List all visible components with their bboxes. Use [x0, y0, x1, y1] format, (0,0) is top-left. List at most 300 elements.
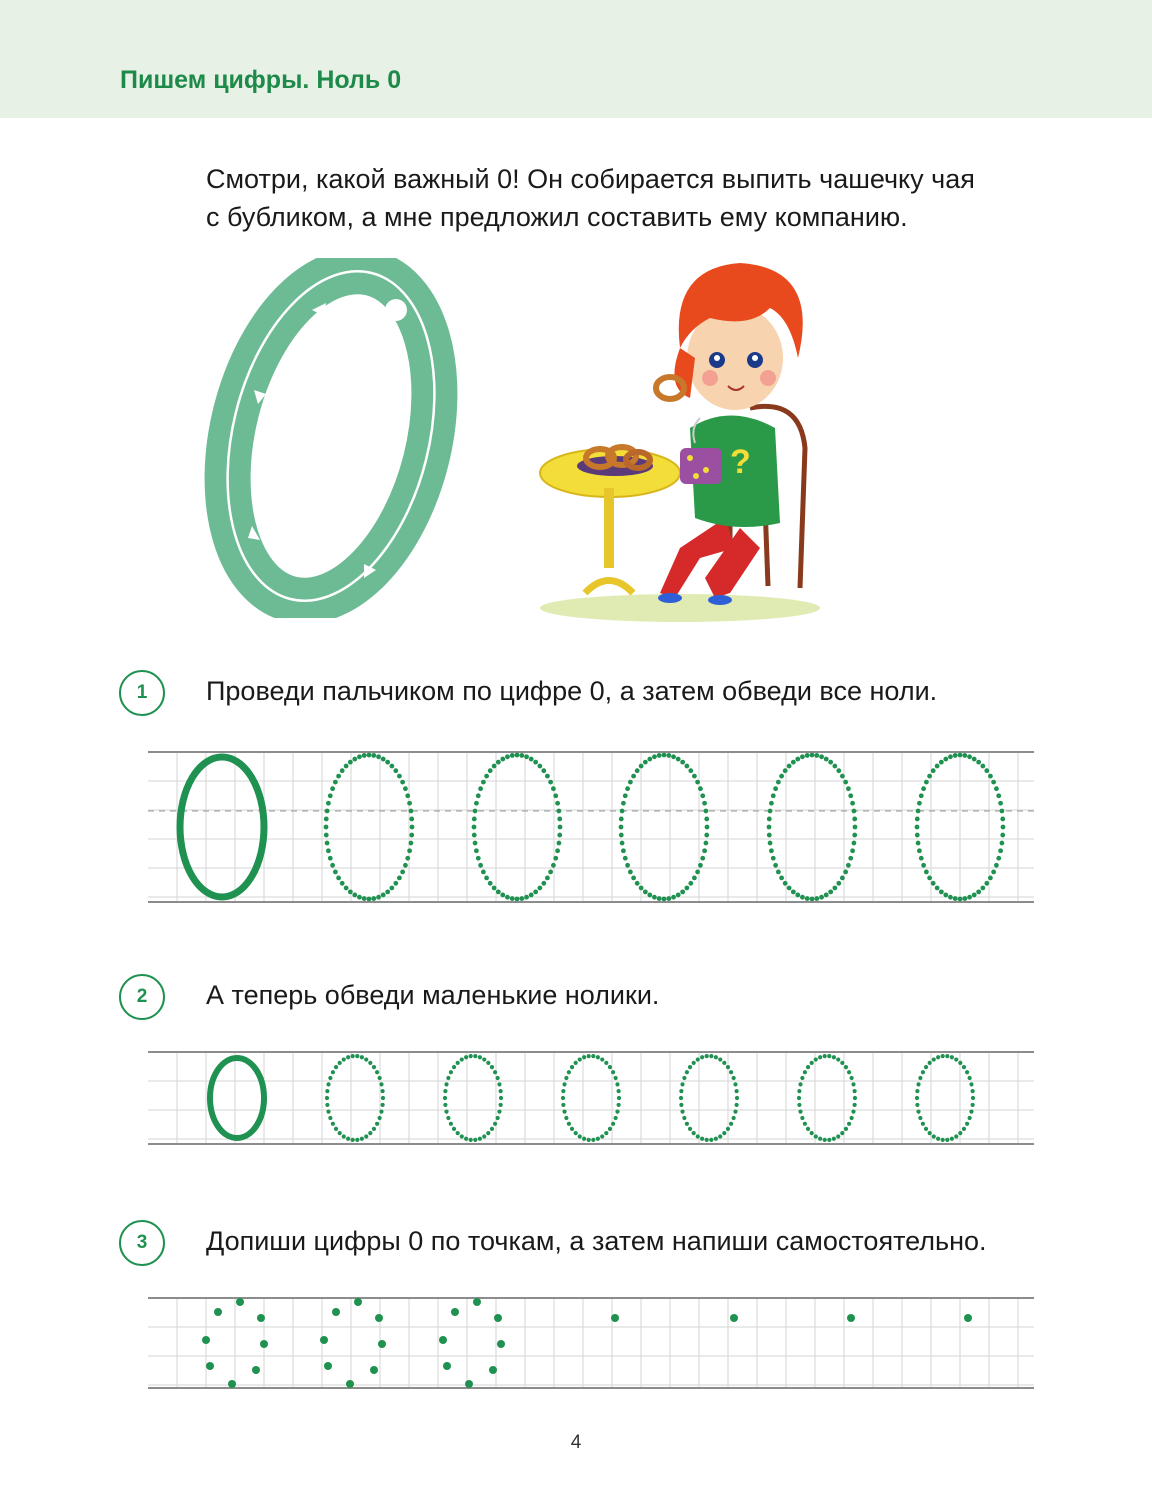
trace-dot — [945, 1138, 949, 1142]
trace-dot — [357, 895, 362, 900]
trace-dot — [709, 1138, 713, 1142]
trace-dot — [852, 817, 857, 822]
trace-dot — [848, 856, 853, 861]
trace-dot — [965, 1070, 969, 1074]
trace-dot — [497, 1082, 501, 1086]
trace-dot — [814, 1057, 818, 1061]
trace-dot — [596, 1055, 600, 1059]
trace-dot — [381, 757, 386, 762]
trace-dot — [968, 1076, 972, 1080]
trace-dot — [330, 863, 335, 868]
start-dot — [964, 1314, 972, 1322]
trace-dot — [803, 1122, 807, 1126]
trace-dot — [600, 1134, 604, 1138]
trace-dot — [324, 833, 329, 838]
trace-dot — [967, 754, 972, 759]
trace-dot — [533, 760, 538, 765]
trace-dot — [685, 1122, 689, 1126]
trace-dot — [932, 1057, 936, 1061]
trace-dot — [331, 1070, 335, 1074]
trace-dot — [726, 1127, 730, 1131]
trace-dot — [493, 1122, 497, 1126]
trace-dot — [700, 1055, 704, 1059]
trace-dot — [449, 1070, 453, 1074]
trace-dot — [918, 1116, 922, 1120]
trace-dot — [446, 1116, 450, 1120]
trace-dot — [767, 825, 772, 830]
trace-dot — [783, 881, 788, 886]
trace-dot — [336, 876, 341, 881]
task-number-3: 3 — [119, 1220, 165, 1266]
trace-dot — [652, 754, 657, 759]
trace-dot — [850, 801, 855, 806]
guide-dot — [497, 1340, 505, 1348]
trace-dot — [558, 825, 563, 830]
guide-dot — [252, 1366, 260, 1374]
trace-dot — [853, 1103, 857, 1107]
trace-dot — [631, 774, 636, 779]
trace-dot — [684, 886, 689, 891]
trace-dot — [988, 774, 993, 779]
trace-dot — [851, 1082, 855, 1086]
plate-with-bagels-icon — [577, 447, 653, 476]
trace-dot — [853, 1096, 857, 1100]
trace-dot — [931, 768, 936, 773]
trace-dot — [662, 897, 667, 902]
trace-dot — [921, 1070, 925, 1074]
trace-dot — [344, 764, 349, 769]
writing-row-dotted-zeros[interactable] — [148, 1296, 1034, 1390]
task-number-1: 1 — [119, 670, 165, 716]
trace-dot — [617, 1089, 621, 1093]
trace-dot — [797, 1103, 801, 1107]
trace-dot — [557, 841, 562, 846]
trace-dot — [836, 768, 841, 773]
trace-dot — [806, 1127, 810, 1131]
trace-dot — [333, 780, 338, 785]
trace-dot — [705, 1054, 709, 1058]
trace-dot — [704, 841, 709, 846]
trace-dot — [729, 1070, 733, 1074]
trace-dot — [936, 1137, 940, 1141]
guide-dot — [228, 1380, 236, 1388]
trace-dot — [515, 753, 520, 758]
trace-dot — [564, 1076, 568, 1080]
trace-dot — [976, 889, 981, 894]
trace-dot — [800, 1076, 804, 1080]
trace-dot — [496, 1116, 500, 1120]
trace-dot — [662, 753, 667, 758]
trace-dot — [473, 809, 478, 814]
trace-dot — [334, 1127, 338, 1131]
trace-dot — [823, 1054, 827, 1058]
trace-dot — [372, 1065, 376, 1069]
trace-dot — [735, 1103, 739, 1107]
sample-zero-large — [180, 757, 264, 897]
trace-dot — [671, 895, 676, 900]
trace-dot — [688, 1127, 692, 1131]
trace-dot — [776, 869, 781, 874]
trace-dot — [375, 1070, 379, 1074]
trace-dot — [732, 1116, 736, 1120]
trace-dot — [381, 1096, 385, 1100]
trace-dot — [519, 753, 524, 758]
trace-dot — [652, 895, 657, 900]
trace-dot — [962, 1065, 966, 1069]
trace-dot — [1000, 841, 1005, 846]
trace-dot — [832, 1137, 836, 1141]
trace-dot — [832, 886, 837, 891]
dotted-zero-outline — [619, 753, 710, 902]
trace-dot — [950, 1137, 954, 1141]
trace-dot — [324, 817, 329, 822]
trace-dot — [619, 825, 624, 830]
trace-dot — [473, 1054, 477, 1058]
trace-dot — [702, 848, 707, 853]
dotted-zero-outline — [324, 753, 415, 902]
trace-dot — [362, 896, 367, 901]
trace-dot — [732, 1076, 736, 1080]
trace-dot — [671, 754, 676, 759]
intro-line-1: Смотри, какой важный 0! Он собирается выпить чашечку чая — [206, 164, 975, 194]
trace-dot — [635, 881, 640, 886]
intro-text — [206, 160, 1066, 236]
trace-dot — [798, 1082, 802, 1086]
trace-dot — [958, 1061, 962, 1065]
trace-dot — [553, 856, 558, 861]
trace-dot — [948, 895, 953, 900]
trace-dot — [733, 1082, 737, 1086]
trace-dot — [915, 1089, 919, 1093]
trace-dot — [962, 896, 967, 901]
trace-dot — [917, 848, 922, 853]
trace-dot — [342, 1134, 346, 1138]
trace-dot — [331, 1122, 335, 1126]
trace-dot — [971, 1089, 975, 1093]
trace-dot — [486, 1131, 490, 1135]
trace-dot — [574, 1061, 578, 1065]
trace-dot — [389, 886, 394, 891]
trace-dot — [795, 893, 800, 898]
trace-dot — [326, 801, 331, 806]
trace-dot — [557, 817, 562, 822]
trace-dot — [537, 764, 542, 769]
trace-dot — [700, 1137, 704, 1141]
trace-dot — [488, 768, 493, 773]
trace-dot — [776, 780, 781, 785]
trace-dot — [481, 869, 486, 874]
trace-dot — [393, 881, 398, 886]
trace-dot — [962, 753, 967, 758]
trace-dot — [972, 893, 977, 898]
trace-dot — [965, 1122, 969, 1126]
trace-dot — [850, 1076, 854, 1080]
trace-dot — [524, 754, 529, 759]
trace-dot — [836, 881, 841, 886]
trace-dot — [476, 793, 481, 798]
trace-dot — [798, 1110, 802, 1114]
trace-dot — [393, 768, 398, 773]
trace-dot — [814, 896, 819, 901]
trace-dot — [853, 1089, 857, 1093]
trace-dot — [529, 893, 534, 898]
trace-dot — [680, 760, 685, 765]
trace-dot — [555, 801, 560, 806]
dotted-zero-outline — [325, 1054, 385, 1142]
trace-dot — [379, 1082, 383, 1086]
trace-dot — [836, 1134, 840, 1138]
guide-dot — [324, 1362, 332, 1370]
trace-dot — [791, 889, 796, 894]
trace-dot — [967, 895, 972, 900]
trace-dot — [446, 1076, 450, 1080]
trace-dot — [931, 881, 936, 886]
trace-dot — [397, 774, 402, 779]
dotted-zero-outline — [797, 1054, 857, 1142]
tracing-row-small-zeros[interactable] — [148, 1050, 1034, 1146]
trace-dot — [941, 1138, 945, 1142]
tracing-zero-illustration[interactable] — [196, 258, 466, 618]
trace-dot — [452, 1065, 456, 1069]
trace-dot — [714, 1055, 718, 1059]
page-title: Пишем цифры. Ноль 0 — [120, 66, 402, 94]
trace-dot — [797, 1089, 801, 1093]
trace-dot — [619, 817, 624, 822]
trace-dot — [621, 801, 626, 806]
trace-dot — [351, 1138, 355, 1142]
trace-dot — [840, 774, 845, 779]
header-band — [0, 0, 1152, 118]
guide-dot — [257, 1314, 265, 1322]
trace-dot — [704, 809, 709, 814]
trace-dot — [818, 1137, 822, 1141]
trace-dot — [500, 893, 505, 898]
trace-dot — [819, 895, 824, 900]
trace-dot — [623, 856, 628, 861]
trace-dot — [541, 768, 546, 773]
trace-dot — [991, 780, 996, 785]
trace-dot — [378, 1116, 382, 1120]
trace-dot — [342, 1057, 346, 1061]
partial-zero-dots — [320, 1298, 386, 1388]
intro-line-2: с бубликом, а мне предложил составить ему компанию. — [206, 202, 908, 232]
trace-dot — [443, 1103, 447, 1107]
trace-dot — [679, 1103, 683, 1107]
trace-dot — [338, 1131, 342, 1135]
trace-dot — [472, 833, 477, 838]
trace-dot — [328, 1076, 332, 1080]
trace-dot — [684, 764, 689, 769]
trace-dot — [405, 856, 410, 861]
trace-dot — [460, 1057, 464, 1061]
trace-dot — [844, 1065, 848, 1069]
trace-dot — [846, 863, 851, 868]
trace-dot — [328, 793, 333, 798]
guide-dot — [332, 1308, 340, 1316]
trace-dot — [497, 1110, 501, 1114]
trace-dot — [474, 848, 479, 853]
guide-dot — [206, 1362, 214, 1370]
task-text-1: Проведи пальчиком по цифре 0, а затем обведи все ноли. — [206, 676, 938, 706]
trace-dot — [409, 809, 414, 814]
trace-dot — [367, 753, 372, 758]
trace-dot — [407, 801, 412, 806]
trace-dot — [456, 1131, 460, 1135]
trace-dot — [918, 1076, 922, 1080]
trace-dot — [688, 768, 693, 773]
trace-dot — [726, 1065, 730, 1069]
trace-dot — [996, 793, 1001, 798]
trace-dot — [692, 774, 697, 779]
trace-dot — [611, 1070, 615, 1074]
trace-dot — [805, 896, 810, 901]
trace-dot — [919, 856, 924, 861]
trace-dot — [688, 1065, 692, 1069]
trace-dot — [954, 1134, 958, 1138]
trace-dot — [557, 809, 562, 814]
trace-dot — [847, 1070, 851, 1074]
trace-dot — [484, 774, 489, 779]
trace-dot — [698, 863, 703, 868]
trace-dot — [818, 1055, 822, 1059]
trace-dot — [704, 817, 709, 822]
trace-dot — [400, 780, 405, 785]
trace-dot — [379, 1110, 383, 1114]
grid-lines — [148, 752, 1034, 902]
trace-dot — [800, 895, 805, 900]
trace-dot — [773, 786, 778, 791]
trace-dot — [499, 1103, 503, 1107]
trace-dot — [567, 1070, 571, 1074]
trace-dot — [991, 869, 996, 874]
trace-dot — [928, 1061, 932, 1065]
trace-dot — [810, 753, 815, 758]
trace-dot — [853, 825, 858, 830]
trace-dot — [582, 1137, 586, 1141]
trace-dot — [939, 760, 944, 765]
trace-dot — [852, 841, 857, 846]
trace-dot — [355, 1138, 359, 1142]
guide-dot — [494, 1314, 502, 1322]
trace-dot — [643, 760, 648, 765]
trace-dot — [680, 1082, 684, 1086]
trace-dot — [814, 1134, 818, 1138]
trace-dot — [688, 881, 693, 886]
trace-dot — [958, 1131, 962, 1135]
trace-dot — [968, 1116, 972, 1120]
trace-dot — [639, 886, 644, 891]
trace-dot — [916, 1082, 920, 1086]
start-dot — [730, 1314, 738, 1322]
trace-dot — [927, 774, 932, 779]
trace-dot — [548, 869, 553, 874]
trace-dot — [850, 1116, 854, 1120]
trace-dot — [735, 1089, 739, 1093]
trace-dot — [917, 801, 922, 806]
trace-dot — [698, 786, 703, 791]
trace-dot — [444, 1110, 448, 1114]
task-text-3: Допиши цифры 0 по точкам, а затем напиши самостоятельно. — [206, 1226, 987, 1256]
trace-dot — [328, 856, 333, 861]
guide-dot — [489, 1366, 497, 1374]
trace-dot — [346, 1137, 350, 1141]
trace-dot — [381, 1103, 385, 1107]
trace-dot — [666, 896, 671, 901]
guide-dot — [378, 1340, 386, 1348]
trace-dot — [325, 1103, 329, 1107]
trace-dot — [984, 768, 989, 773]
trace-dot — [328, 1116, 332, 1120]
trace-dot — [814, 753, 819, 758]
trace-dot — [372, 1127, 376, 1131]
trace-dot — [994, 863, 999, 868]
trace-dot — [939, 889, 944, 894]
trace-dot — [596, 1137, 600, 1141]
trace-dot — [806, 1065, 810, 1069]
trace-dot — [924, 1127, 928, 1131]
trace-dot — [1000, 817, 1005, 822]
trace-dot — [680, 1110, 684, 1114]
guide-dot — [375, 1314, 383, 1322]
trace-dot — [582, 1055, 586, 1059]
trace-dot — [639, 764, 644, 769]
trace-dot — [481, 780, 486, 785]
trace-dot — [615, 1082, 619, 1086]
grid-lines — [148, 1298, 1034, 1388]
trace-dot — [971, 1103, 975, 1107]
trace-dot — [478, 1055, 482, 1059]
trace-dot — [696, 1134, 700, 1138]
trace-dot — [360, 1137, 364, 1141]
tracing-row-large-zeros[interactable] — [148, 750, 1034, 904]
trace-dot — [591, 1138, 595, 1142]
trace-dot — [843, 780, 848, 785]
trace-dot — [452, 1127, 456, 1131]
guide-dot — [473, 1298, 481, 1306]
guide-dot — [320, 1336, 328, 1344]
trace-dot — [478, 863, 483, 868]
trace-dot — [407, 848, 412, 853]
trace-dot — [478, 786, 483, 791]
trace-dot — [348, 889, 353, 894]
trace-dot — [620, 809, 625, 814]
trace-dot — [375, 1122, 379, 1126]
trace-dot — [769, 848, 774, 853]
guide-dot — [202, 1336, 210, 1344]
trace-dot — [958, 753, 963, 758]
trace-dot — [553, 793, 558, 798]
trace-dot — [953, 896, 958, 901]
trace-dot — [473, 841, 478, 846]
task-number-2: 2 — [119, 974, 165, 1020]
trace-dot — [696, 1057, 700, 1061]
trace-dot — [400, 869, 405, 874]
trace-dot — [828, 889, 833, 894]
trace-dot — [472, 817, 477, 822]
trace-dot — [493, 1070, 497, 1074]
task-text-2: А теперь обведи маленькие нолики. — [206, 980, 660, 1010]
trace-dot — [460, 1134, 464, 1138]
trace-dot — [368, 1131, 372, 1135]
trace-dot — [561, 1096, 565, 1100]
trace-dot — [348, 760, 353, 765]
trace-dot — [472, 825, 477, 830]
trace-dot — [482, 1134, 486, 1138]
trace-dot — [578, 1134, 582, 1138]
trace-dot — [976, 760, 981, 765]
trace-dot — [915, 1096, 919, 1100]
trace-dot — [443, 1096, 447, 1100]
